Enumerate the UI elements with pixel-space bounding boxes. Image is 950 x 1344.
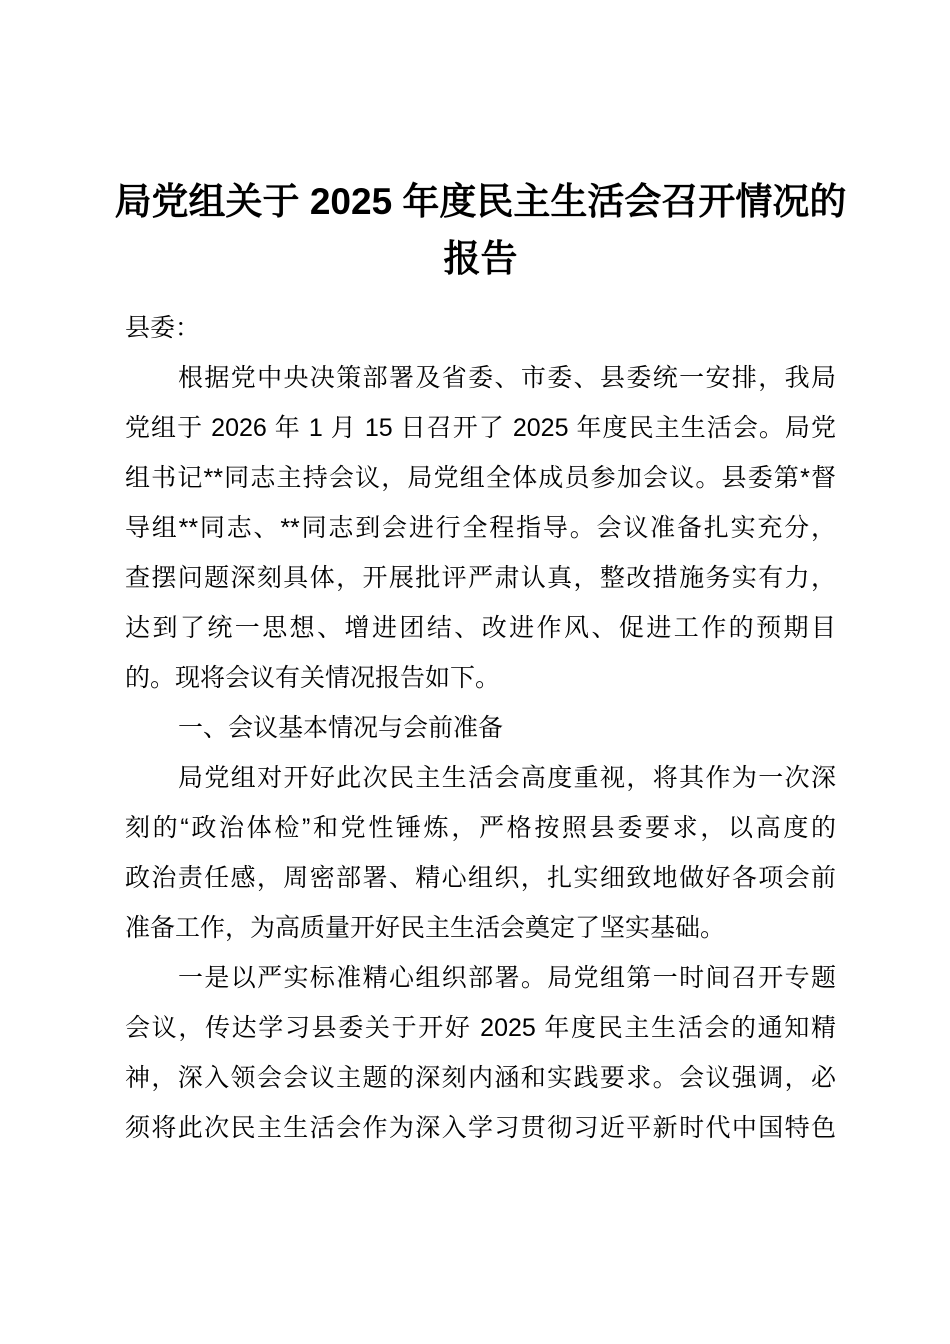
text-line: 的。现将会议有关情况报告如下。 xyxy=(125,664,501,692)
text-line: 县委： xyxy=(125,314,201,342)
text-line: 根据党中央决策部署及省委、市委、县委统一安排，我局 xyxy=(178,364,836,392)
text-line: 党组于 2026 年 1 月 15 日召开了 2025 年度民主生活会。局党 xyxy=(125,414,836,442)
text-line: 导组**同志、**同志到会进行全程指导。会议准备扎实充分， xyxy=(125,514,836,542)
document-title xyxy=(113,173,848,287)
paragraph-preparation xyxy=(125,753,836,953)
text-line: 会议，传达学习县委关于开好 2025 年度民主生活会的通知精 xyxy=(125,1014,836,1042)
text-line: 一是以严实标准精心组织部署。局党组第一时间召开专题 xyxy=(178,964,836,992)
title-line: 报告 xyxy=(443,238,518,279)
text-line: 须将此次民主生活会作为深入学习贯彻习近平新时代中国特色 xyxy=(125,1114,836,1142)
text-line: 局党组对开好此次民主生活会高度重视，将其作为一次深 xyxy=(178,764,836,792)
text-line: 神，深入领会会议主题的深刻内涵和实践要求。会议强调，必 xyxy=(125,1064,836,1092)
paragraph-overview xyxy=(125,353,836,703)
text-line: 一、会议基本情况与会前准备 xyxy=(178,714,504,742)
section-heading-1 xyxy=(125,703,836,753)
text-line: 组书记**同志主持会议，局党组全体成员参加会议。县委第*督 xyxy=(125,464,836,492)
paragraph-first-measure xyxy=(125,953,836,1153)
text-line: 达到了统一思想、增进团结、改进作风、促进工作的预期目 xyxy=(125,614,836,642)
text-line: 查摆问题深刻具体，开展批评严肃认真，整改措施务实有力， xyxy=(125,564,836,592)
document-body xyxy=(125,303,836,1153)
text-line: 刻的“政治体检”和党性锤炼，严格按照县委要求，以高度的 xyxy=(125,814,836,842)
title-line: 局党组关于 2025 年度民主生活会召开情况的 xyxy=(114,181,847,222)
salutation xyxy=(125,303,836,353)
text-line: 政治责任感，周密部署、精心组织，扎实细致地做好各项会前 xyxy=(125,864,836,892)
text-line: 准备工作，为高质量开好民主生活会奠定了坚实基础。 xyxy=(125,914,726,942)
